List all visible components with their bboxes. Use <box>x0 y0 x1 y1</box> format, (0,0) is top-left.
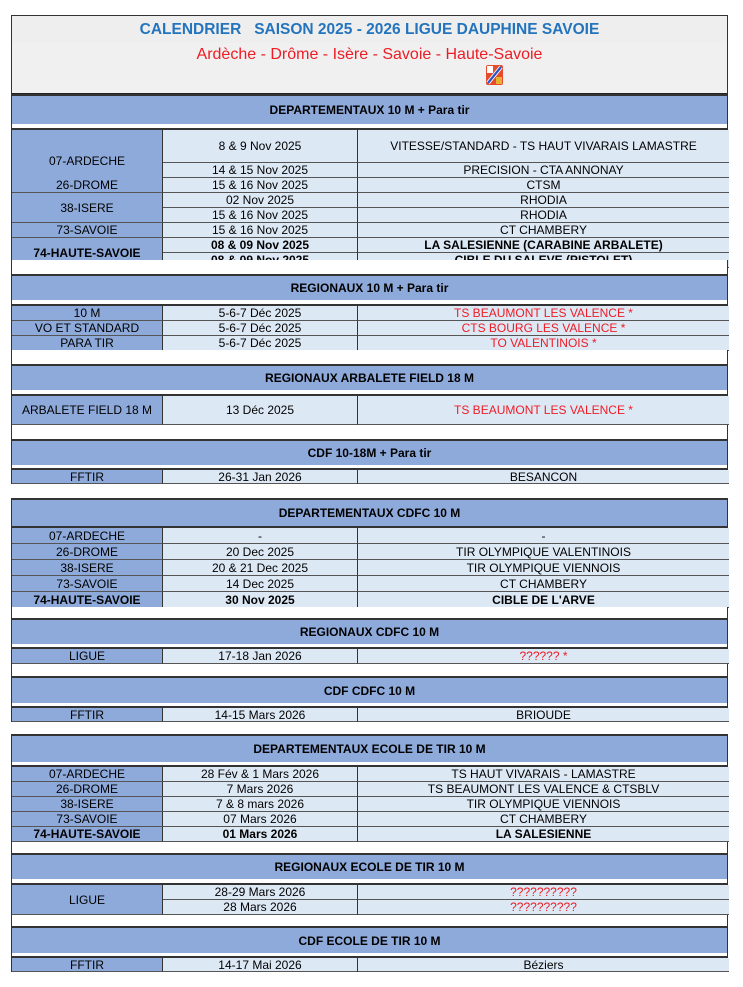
date-cell: 26-31 Jan 2026 <box>163 470 358 484</box>
date-cell: 5-6-7 Déc 2025 <box>163 336 358 351</box>
place-cell: CT CHAMBERY <box>358 812 729 827</box>
dept-cell: 07-ARDECHE <box>12 767 163 782</box>
dept-cell: 74-HAUTE-SAVOIE <box>12 238 163 268</box>
dept-cell: 73-SAVOIE <box>12 223 163 238</box>
section-table <box>11 956 728 972</box>
date-cell: 14-17 Mai 2026 <box>163 958 358 972</box>
place-cell: ?????? * <box>358 649 729 664</box>
place-cell: CT CHAMBERY <box>358 576 729 592</box>
section-header: CDF CDFC 10 M <box>11 676 728 703</box>
place-cell: - <box>358 528 729 544</box>
place-cell: TIR OLYMPIQUE VALENTINOIS <box>358 544 729 560</box>
date-cell: 13 Déc 2025 <box>163 396 358 425</box>
place-cell: TS HAUT VIVARAIS - LAMASTRE <box>358 767 729 782</box>
section-header: DEPARTEMENTAUX 10 M + Para tir <box>11 94 728 124</box>
dept-cell: 07-ARDECHE <box>12 528 163 544</box>
date-cell: 17-18 Jan 2026 <box>163 649 358 664</box>
place-cell: ?????????? <box>358 900 729 915</box>
place-cell: CIBLE DE L'ARVE <box>358 592 729 608</box>
spacer <box>11 664 728 676</box>
category-cell: LIGUE <box>12 649 163 664</box>
date-cell: 28-29 Mars 2026 <box>163 885 358 900</box>
date-cell: 7 & 8 mars 2026 <box>163 797 358 812</box>
date-cell: 20 & 21 Dec 2025 <box>163 560 358 576</box>
date-cell: 08 & 09 Nov 2025 <box>163 238 358 253</box>
section-header: REGIONAUX 10 M + Para tir <box>11 274 728 300</box>
place-cell: BESANCON <box>358 470 729 484</box>
date-cell: 07 Mars 2026 <box>163 812 358 827</box>
date-cell: 14 & 15 Nov 2025 <box>163 163 358 178</box>
date-cell: 5-6-7 Déc 2025 <box>163 321 358 336</box>
date-cell: 7 Mars 2026 <box>163 782 358 797</box>
place-cell: PRECISION - CTA ANNONAY <box>358 163 729 178</box>
category-cell: ARBALETE FIELD 18 M <box>12 396 163 425</box>
date-cell: 14 Dec 2025 <box>163 576 358 592</box>
section-table <box>11 883 728 915</box>
spacer <box>11 350 728 364</box>
date-cell: 14-15 Mars 2026 <box>163 708 358 722</box>
place-cell: RHODIA <box>358 193 729 208</box>
section-header: REGIONAUX ECOLE DE TIR 10 M <box>11 853 728 879</box>
section-header: DEPARTEMENTAUX ECOLE DE TIR 10 M <box>11 734 728 762</box>
section-table <box>11 706 728 722</box>
dept-cell: 74-HAUTE-SAVOIE <box>12 827 163 842</box>
date-cell: 28 Mars 2026 <box>163 900 358 915</box>
section-table <box>11 304 728 350</box>
page-title: CALENDRIER SAISON 2025 - 2026 LIGUE DAUPHINE SAVOIE <box>11 15 728 44</box>
dept-cell: 26-DROME <box>12 178 163 193</box>
dept-cell: 73-SAVOIE <box>12 812 163 827</box>
section-table <box>11 128 728 260</box>
date-cell: 01 Mars 2026 <box>163 827 358 842</box>
category-cell: FFTIR <box>12 470 163 484</box>
place-cell: TS BEAUMONT LES VALENCE & CTSBLV <box>358 782 729 797</box>
category-cell: LIGUE <box>12 885 163 915</box>
dept-cell: 38-ISERE <box>12 560 163 576</box>
date-cell: 8 & 9 Nov 2025 <box>163 130 358 163</box>
date-cell: 15 & 16 Nov 2025 <box>163 178 358 193</box>
place-cell: VITESSE/STANDARD - TS HAUT VIVARAIS LAMASTRE <box>358 130 729 163</box>
dept-cell: 38-ISERE <box>12 193 163 223</box>
section-header: CDF 10-18M + Para tir <box>11 439 728 465</box>
dept-cell: 07-ARDECHE <box>12 130 163 193</box>
category-cell: FFTIR <box>12 708 163 722</box>
place-cell: TIR OLYMPIQUE VIENNOIS <box>358 560 729 576</box>
section-table <box>11 394 728 425</box>
section-header: DEPARTEMENTAUX CDFC 10 M <box>11 498 728 526</box>
place-cell: ?????????? <box>358 885 729 900</box>
spacer <box>11 425 728 439</box>
place-cell: TS BEAUMONT LES VALENCE * <box>358 396 729 425</box>
place-cell: TS BEAUMONT LES VALENCE * <box>358 306 729 321</box>
subtitle-row <box>11 43 728 95</box>
section-table <box>11 526 728 608</box>
date-cell: 30 Nov 2025 <box>163 592 358 608</box>
subtitle-departments: Ardèche - Drôme - Isère - Savoie - Haute-Savoie <box>196 46 543 63</box>
dept-cell: 73-SAVOIE <box>12 576 163 592</box>
section-table <box>11 765 728 842</box>
place-cell: TO VALENTINOIS * <box>358 336 729 351</box>
place-cell: BRIOUDE <box>358 708 729 722</box>
section-header: REGIONAUX CDFC 10 M <box>11 618 728 644</box>
section-header: CDF ECOLE DE TIR 10 M <box>11 926 728 953</box>
category-cell: FFTIR <box>12 958 163 972</box>
date-cell: - <box>163 528 358 544</box>
place-cell: RHODIA <box>358 208 729 223</box>
section-table <box>11 468 728 484</box>
section-header: REGIONAUX ARBALETE FIELD 18 M <box>11 364 728 390</box>
category-cell: 10 M <box>12 306 163 321</box>
place-cell: LA SALESIENNE <box>358 827 729 842</box>
date-cell: 28 Fév & 1 Mars 2026 <box>163 767 358 782</box>
date-cell: 15 & 16 Nov 2025 <box>163 208 358 223</box>
spacer <box>11 260 728 274</box>
place-cell: LA SALESIENNE (CARABINE ARBALETE) <box>358 238 729 253</box>
date-cell: 5-6-7 Déc 2025 <box>163 306 358 321</box>
date-cell: 02 Nov 2025 <box>163 193 358 208</box>
place-cell: Béziers <box>358 958 729 972</box>
dept-cell: 26-DROME <box>12 782 163 797</box>
dept-cell: 38-ISERE <box>12 797 163 812</box>
dept-cell: 74-HAUTE-SAVOIE <box>12 592 163 608</box>
section-table <box>11 647 728 664</box>
date-cell: 20 Dec 2025 <box>163 544 358 560</box>
place-cell: CT CHAMBERY <box>358 223 729 238</box>
place-cell: CTS BOURG LES VALENCE * <box>358 321 729 336</box>
dept-cell: 26-DROME <box>12 544 163 560</box>
date-cell: 15 & 16 Nov 2025 <box>163 223 358 238</box>
category-cell: VO ET STANDARD <box>12 321 163 336</box>
category-cell: PARA TIR <box>12 336 163 351</box>
place-cell: CTSM <box>358 178 729 193</box>
place-cell: TIR OLYMPIQUE VIENNOIS <box>358 797 729 812</box>
ligue-crest-icon <box>486 65 503 85</box>
